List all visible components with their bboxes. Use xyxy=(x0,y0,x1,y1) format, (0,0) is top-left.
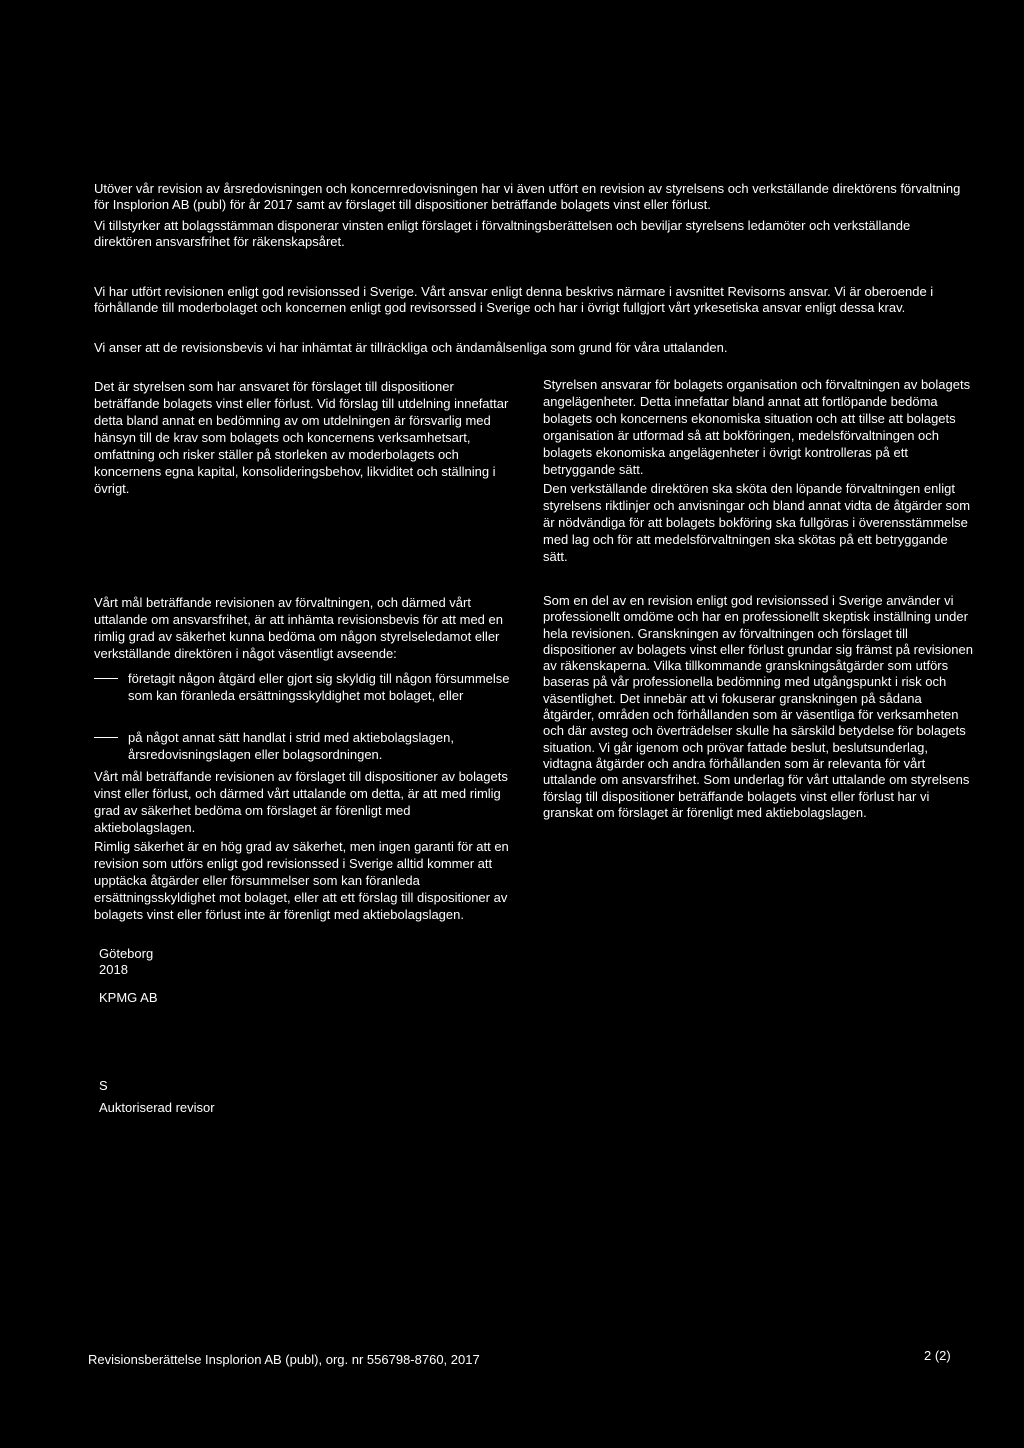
signer-name: S xyxy=(99,1078,108,1093)
basis-paragraph: Vi har utfört revisionen enligt god revisionssed i Sverige. Vårt ansvar enligt denna beskrivs närmare i avsnittet Revisorns ansvar. Vi är oberoende i förhållande till moderbolaget och koncernen enligt god revisorssed i Sverige och har i övrigt fullgjort vårt yrkesetiska ansvar enligt dessa krav. xyxy=(94,284,934,315)
audit-procedures-paragraph: Som en del av en revision enligt god revisionssed i Sverige använder vi professionellt omdöme och har en professionellt skeptisk inställning under hela revisionen. Granskningen av förvaltningen och förslaget till dispositioner av bolagets vinst eller förlust grundar sig främst på revisionen av räkenskaperna. Vilka tillkommande granskningsåtgärder som utförs baseras på vår professionella bedömning med utgångspunkt i risk och väsentlighet. Det innebär att vi fokuserar granskningen på sådana åtgärder, områden och förhållanden som är väsentliga för verksamheten och där avsteg och överträdelser skulle ha särskild betydelse för bolagets situation. Vi går igenom och prövar fattade beslut, beslutsunderlag, vidtagna åtgärder och andra förhållanden som är relevanta för vårt uttalande om ansvarsfrihet. Som underlag för vårt uttalande om styrelsens förslag till dispositioner beträffande bolagets vinst eller förlust har vi granskat om förslaget är förenligt med aktiebolagslagen. xyxy=(543,593,973,820)
objective-paragraph: Vårt mål beträffande revisionen av förvaltningen, och därmed vårt uttalande om ansvarsfrihet, är att inhämta revisionsbevis för att med en rimlig grad av säkerhet kunna bedöma om någon styrelseledamot eller verkställande direktören i något väsentligt avseende: xyxy=(94,595,503,661)
bullet-text: på något annat sätt handlat i strid med aktiebolagslagen, årsredovisningslagen eller bolagsordningen. xyxy=(128,730,454,762)
bullet-item xyxy=(94,729,514,763)
intro-paragraph: Utöver vår revision av årsredovisningen och koncernredovisningen har vi även utfört en revision av styrelsens och verkställande direktörens förvaltning för Insplorion AB (publ) för år 2017 samt av förslaget till dispositioner beträffande bolagets vinst eller förlust. xyxy=(94,181,961,212)
footer-title: Revisionsberättelse Insplorion AB (publ), org. nr 556798-8760, 2017 xyxy=(88,1352,480,1367)
place-date: Göteborg 2018 xyxy=(99,946,154,977)
dash-bullet-icon xyxy=(94,670,128,704)
board-responsibility-organisation-paragraph xyxy=(543,377,973,477)
board-responsibility-organisation-text: Styrelsen ansvarar för bolagets organisation och förvaltningen av bolagets angelägenheter. Detta innefattar bland annat att fortlöpande bedöma bolagets och koncernens ekonomiska situation och att tillse att bolagets organisation är utformad så att bokföringen, medelsförvaltningen och bolagets ekonomiska angelägenheter i övrigt kontrolleras på ett betryggande sätt. xyxy=(543,377,971,477)
ceo-responsibility-paragraph: Den verkställande direktören ska sköta den löpande förvaltningen enligt styrelsens riktlinjer och anvisningar och bland annat vidta de åtgärder som är nödvändiga för att bolagets bokföring ska fullgöras i överensstämmelse med lag och för att medelsförvaltningen ska skötas på ett betryggande sätt. xyxy=(543,481,971,564)
board-responsibility-dividend-paragraph xyxy=(94,379,514,496)
page-number: 2 (2) xyxy=(924,1348,951,1363)
auditor-title: Auktoriserad revisor xyxy=(99,1100,215,1115)
reasonable-assurance-paragraph: Rimlig säkerhet är en hög grad av säkerhet, men ingen garanti för att en revision som utförs enligt god revisionssed i Sverige alltid kommer att upptäcka åtgärder eller försummelser som kan föranleda ersättningsskyldighet mot bolaget, eller att ett förslag till dispositioner av bolagets vinst eller förlust inte är förenligt med aktiebolagslagen. xyxy=(94,839,509,922)
dash-bullet-icon xyxy=(94,729,128,763)
bullet-item xyxy=(94,670,514,704)
board-responsibility-dividend-text: Det är styrelsen som har ansvaret för förslaget till dispositioner beträffande bolagets vinst eller förlust. Vid förslag till utdelning innefattar detta bland annat en bedömning av om utdelningen är försvarlig med hänsyn till de krav som bolagets och koncernens verksamhetsart, omfattning och risker ställer på storleken av moderbolagets och koncernens egna kapital, konsolideringsbehov, likviditet och ställning i övrigt. xyxy=(94,379,509,496)
bullet-text: företagit någon åtgärd eller gjort sig skyldig till någon försummelse som kan föranleda ersättningsskyldighet mot bolaget, eller xyxy=(128,671,510,703)
proposal-objective-paragraph: Vårt mål beträffande revisionen av förslaget till dispositioner av bolagets vinst eller förlust, och därmed vårt uttalande om detta, är att med rimlig grad av säkerhet bedöma om förslaget är förenligt med aktiebolagslagen. xyxy=(94,769,508,835)
audit-firm: KPMG AB xyxy=(99,990,158,1005)
recommendation-paragraph: Vi tillstyrker att bolagsstämman disponerar vinsten enligt förslaget i förvaltningsberättelsen och beviljar styrelsens ledamöter och verkställande direktören ansvarsfrihet för räkenskapsåret. xyxy=(94,218,911,249)
evidence-paragraph: Vi anser att de revisionsbevis vi har inhämtat är tillräckliga och ändamålsenliga som grund för våra uttalanden. xyxy=(94,340,728,355)
